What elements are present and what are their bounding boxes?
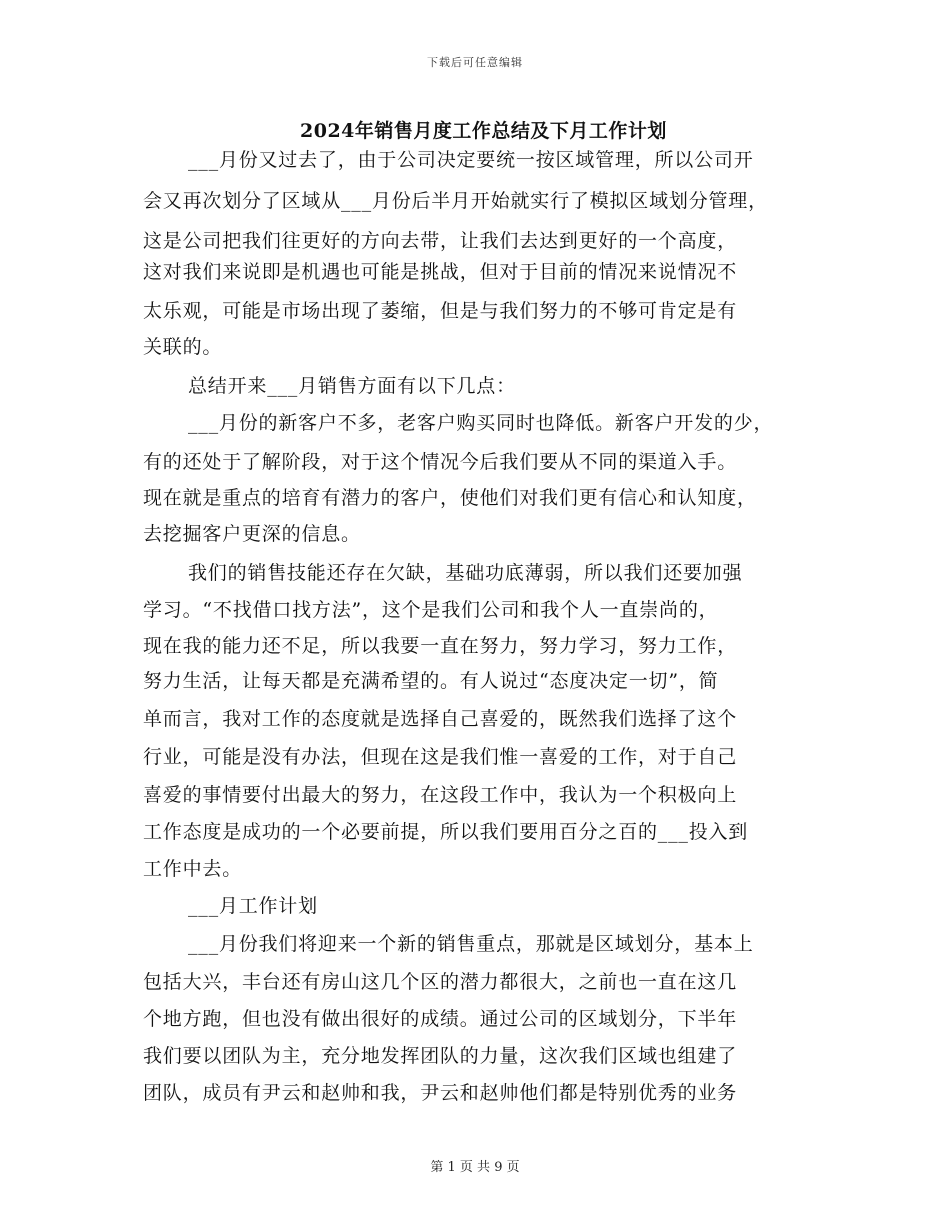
- document-title: 2024年销售月度工作总结及下月工作计划: [300, 120, 667, 142]
- paragraph-line: 我们要以团队为主，充分地发挥团队的力量，这次我们区域也组建了: [143, 1045, 738, 1067]
- page-header: 下载后可任意编辑: [427, 56, 523, 69]
- paragraph-line: 有的还处于了解阶段，对于这个情况今后我们要从不同的渠道入手。: [143, 451, 738, 473]
- paragraph-line: 会又再次划分了区域从___月份后半月开始就实行了模拟区域划分管理，: [143, 190, 768, 212]
- paragraph-line: 现在就是重点的培育有潜力的客户，使他们对我们更有信心和认知度，: [143, 487, 757, 509]
- paragraph-line: 学习。“不找借口找方法”，这个是我们公司和我个人一直崇尚的，: [143, 599, 719, 621]
- paragraph-line: ___月份我们将迎来一个新的销售重点，那就是区域划分，基本上: [188, 933, 754, 955]
- paragraph-line: 包括大兴，丰台还有房山这几个区的潜力都很大，之前也一直在这几: [143, 971, 738, 993]
- paragraph-line: ___月工作计划: [188, 895, 318, 917]
- paragraph-line: 喜爱的事情要付出最大的努力，在这段工作中，我认为一个积极向上: [143, 784, 738, 806]
- paragraph-line: 太乐观，可能是市场出现了萎缩，但是与我们努力的不够可肯定是有: [143, 300, 738, 322]
- page-number: 第 1 页 共 9 页: [430, 1160, 520, 1175]
- paragraph-line: ___月份的新客户不多，老客户购买同时也降低。新客户开发的少，: [188, 412, 774, 434]
- paragraph-line: 行业，可能是没有办法，但现在这是我们惟一喜爱的工作，对于自己: [143, 746, 738, 768]
- paragraph-line: 我们的销售技能还存在欠缺，基础功底薄弱，所以我们还要加强: [188, 562, 743, 584]
- paragraph-line: 工作中去。: [143, 858, 243, 880]
- paragraph-line: 工作态度是成功的一个必要前提，所以我们要用百分之百的___投入到: [143, 821, 749, 843]
- paragraph-line: 这是公司把我们往更好的方向去带，让我们去达到更好的一个高度，: [143, 230, 738, 252]
- paragraph-line: 这对我们来说即是机遇也可能是挑战，但对于目前的情况来说情况不: [143, 261, 738, 283]
- paragraph-line: 总结开来___月销售方面有以下几点：: [188, 375, 516, 397]
- paragraph-line: 团队，成员有尹云和赵帅和我，尹云和赵帅他们都是特别优秀的业务: [143, 1082, 738, 1104]
- paragraph-line: 现在我的能力还不足，所以我要一直在努力，努力学习，努力工作，: [143, 635, 738, 657]
- paragraph-line: 个地方跑，但也没有做出很好的成绩。通过公司的区域划分，下半年: [143, 1008, 738, 1030]
- paragraph-line: 努力生活，让每天都是充满希望的。有人说过“态度决定一切”，简: [143, 670, 719, 692]
- paragraph-line: 关联的。: [143, 336, 223, 358]
- paragraph-line: 去挖掘客户更深的信息。: [143, 523, 361, 545]
- paragraph-line: 单而言，我对工作的态度就是选择自己喜爱的，既然我们选择了这个: [143, 708, 738, 730]
- paragraph-line: ___月份又过去了，由于公司决定要统一按区域管理，所以公司开: [188, 149, 754, 171]
